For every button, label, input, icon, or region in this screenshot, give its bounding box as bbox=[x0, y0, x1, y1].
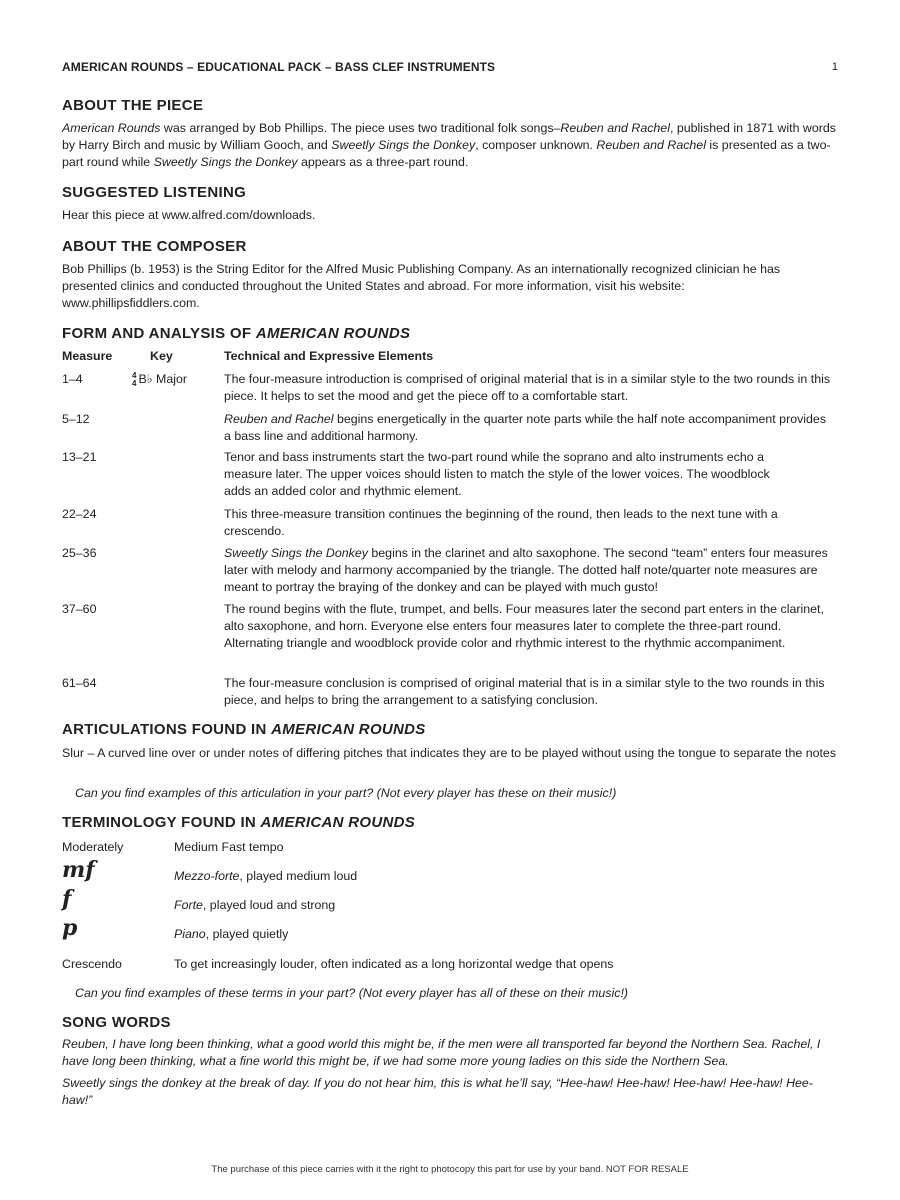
page-number: 1 bbox=[831, 61, 838, 73]
col-elements: Technical and Expressive Elements bbox=[224, 349, 434, 363]
term-definition: Mezzo-forte, played medium loud bbox=[174, 869, 358, 883]
terminology-question: Can you find examples of these terms in your part? (Not every player has all of these on their music!) bbox=[75, 986, 629, 1000]
listening-text: Hear this piece at www.alfred.com/downloads. bbox=[62, 208, 316, 222]
song-words-donkey: Sweetly sings the donkey at the break of day. If you do not hear him, this is what he’ll say, “Hee-haw! Hee-haw! Hee-haw! Hee-haw! Hee-haw!” bbox=[62, 1076, 813, 1107]
form-analysis-heading: FORM AND ANALYSIS OF AMERICAN ROUNDS bbox=[62, 325, 411, 342]
mezzo-forte-symbol: mf bbox=[62, 857, 95, 883]
slur-term: Slur – bbox=[62, 746, 98, 760]
term-name: Crescendo bbox=[62, 957, 122, 971]
running-header: AMERICAN ROUNDS – EDUCATIONAL PACK – BASS CLEF INSTRUMENTS bbox=[62, 60, 496, 74]
col-key: Key bbox=[150, 349, 173, 363]
term-definition: To get increasingly louder, often indicated as a long horizontal wedge that opens bbox=[174, 957, 614, 971]
listening-section bbox=[62, 184, 838, 224]
time-signature: 4 4 bbox=[132, 370, 137, 388]
term-definition: Forte, played loud and strong bbox=[174, 898, 336, 912]
row-text: The four-measure introduction is comprised of original material that is in a similar style to the two rounds in this piece. It helps to set the mood and get the piece off to a comfortable start. bbox=[224, 372, 831, 403]
row-text: Reuben and Rachel begins energetically in the quarter note parts while the half note accompaniment provides a bass line and additional harmony. bbox=[224, 412, 827, 443]
col-measure: Measure bbox=[62, 349, 113, 363]
slur-definition bbox=[62, 745, 838, 762]
row-measure: 5–12 bbox=[62, 412, 90, 426]
composer-section bbox=[62, 238, 838, 312]
slur-def: A curved line over or under notes of differing pitches that indicates they are to be played without using the tongue to separate the notes bbox=[97, 746, 837, 760]
terminology-heading: TERMINOLOGY FOUND IN AMERICAN ROUNDS bbox=[62, 814, 416, 831]
composer-text: Bob Phillips (b. 1953) is the String Editor for the Alfred Music Publishing Company. As an internationally recognized clinician he has presented clinics and conducted throughout the United States and abroad. For more information, visit his website: www.phillipsfiddlers.com. bbox=[62, 262, 781, 310]
articulation-question: Can you find examples of this articulation in your part? (Not every player has these on their music!) bbox=[75, 786, 617, 800]
term-definition: Piano, played quietly bbox=[174, 927, 289, 941]
row-text: The four-measure conclusion is comprised of original material that is in a similar style to the two rounds in this piece, and helps to bring the arrangement to a satisfying conclusion. bbox=[224, 676, 825, 707]
footer-notice: The purchase of this piece carries with it the right to photocopy this part for use by your band. NOT FOR RESALE bbox=[211, 1164, 689, 1175]
row-measure: 13–21 bbox=[62, 450, 97, 464]
composer-heading: ABOUT THE COMPOSER bbox=[62, 238, 247, 255]
articulations-heading: ARTICULATIONS FOUND IN AMERICAN ROUNDS bbox=[62, 721, 426, 738]
row-text: Sweetly Sings the Donkey begins in the clarinet and alto saxophone. The second “team” enters four measures later with melody and harmony accompanied by the triangle. The dotted half note/quarter note measures are meant to portray the braying of the donkey and can be played with much gusto! bbox=[224, 546, 828, 594]
row-text: The round begins with the flute, trumpet, and bells. Four measures later the second part enters in the clarinet, alto saxophone, and horn. Everyone else enters four measures later to complete the three-part round. Alternating triangle and woodblock provide color and rhythmic interest to the rhythmic accompaniment. bbox=[224, 602, 824, 650]
forte-symbol: f bbox=[62, 886, 72, 912]
song-words-section bbox=[62, 1014, 838, 1109]
listening-heading: SUGGESTED LISTENING bbox=[62, 184, 247, 201]
term-name: Moderately bbox=[62, 840, 124, 854]
row-measure: 1–4 bbox=[62, 372, 83, 386]
row-measure: 25–36 bbox=[62, 546, 97, 560]
about-piece-heading: ABOUT THE PIECE bbox=[62, 97, 204, 114]
row-text: Tenor and bass instruments start the two-part round while the soprano and alto instruments echo a measure later. The upper voices should listen to match the style of the lower voices. The woodblock adds an added color and rhythmic element. bbox=[224, 450, 770, 498]
about-piece-text: American Rounds was arranged by Bob Phillips. The piece uses two traditional folk songs–Reuben and Rachel, published in 1871 with words by Harry Birch and music by William Gooch, and Sweetly Sings the Donkey, composer unknown. Reuben and Rachel is presented as a two-part round while Sweetly Sings the Donkey appears as a three-part round. bbox=[62, 121, 836, 169]
song-words-heading: SONG WORDS bbox=[62, 1014, 171, 1031]
song-words-reuben: Reuben, I have long been thinking, what a good world this might be, if the men were all transported far beyond the Northern Sea. Rachel, I have long been thinking, what a fine world this might be, if we had some more young ladies on this side the Northern Sea. bbox=[62, 1037, 821, 1068]
row-measure: 22–24 bbox=[62, 507, 97, 521]
about-piece-section bbox=[62, 97, 838, 171]
row-measure: 61–64 bbox=[62, 676, 97, 690]
piano-symbol: p bbox=[62, 915, 78, 941]
row-key: 4 4 B♭ Major bbox=[132, 370, 187, 388]
row-measure: 37–60 bbox=[62, 602, 97, 616]
row-text: This three-measure transition continues the beginning of the round, then leads to the next tune with a crescendo. bbox=[224, 507, 778, 538]
term-definition: Medium Fast tempo bbox=[174, 840, 284, 854]
